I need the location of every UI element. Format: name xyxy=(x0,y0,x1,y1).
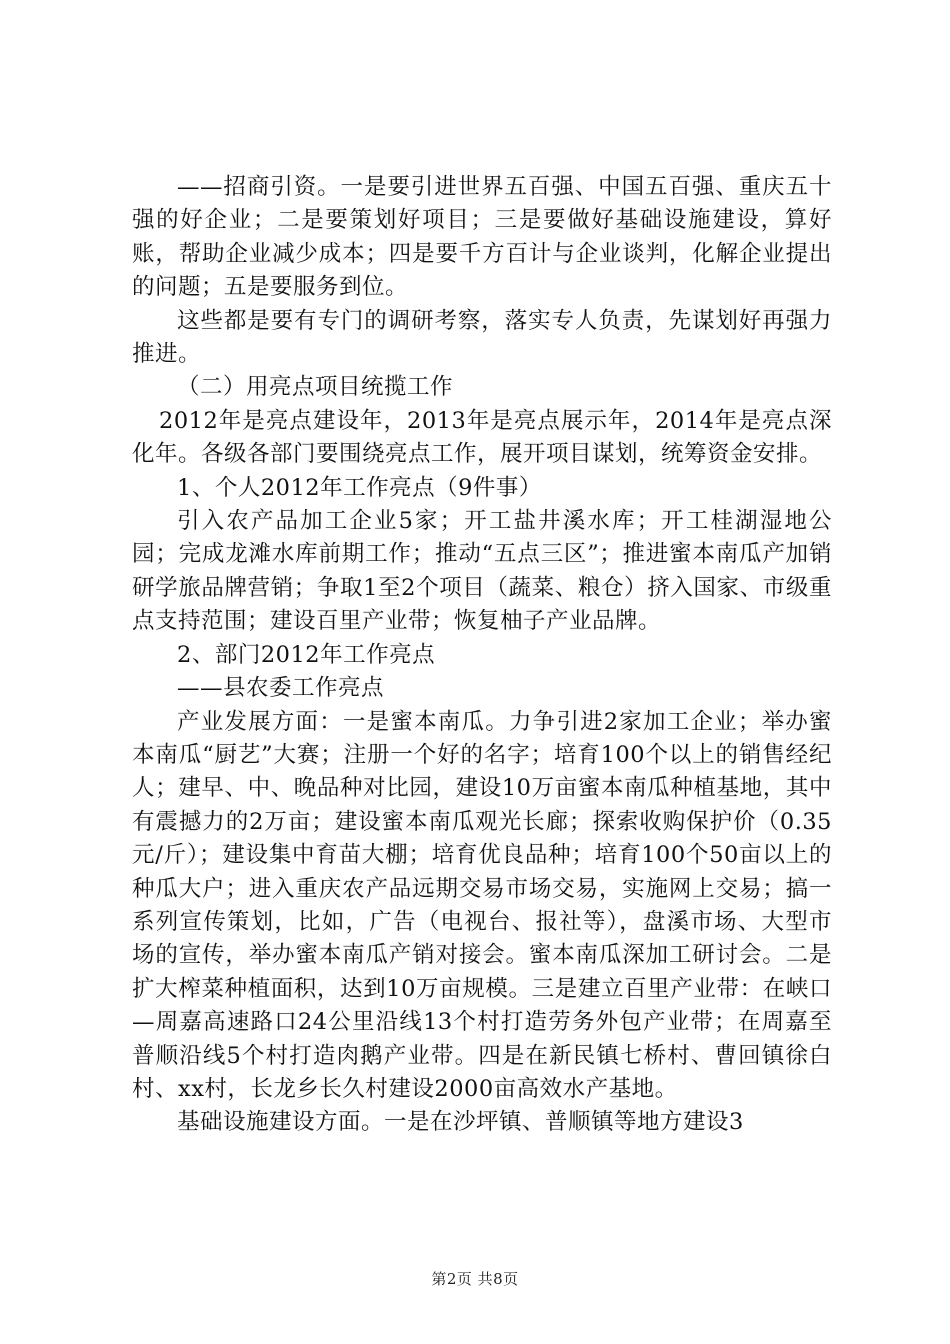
section-heading-highlight-projects: （二）用亮点项目统揽工作 xyxy=(177,374,454,401)
document-body xyxy=(132,171,832,1140)
paragraph-personal-highlights: 引入农产品加工企业5家；开工盐井溪水库；开工桂湖湿地公园；完成龙滩水库前期工作；推动“五点三区”；推进蜜本南瓜产加销研学旅品牌营销；争取1至2个项目（蔬菜、粮仓）挤入国家、市级重点支持范围；建设百里产业带；恢复柚子产业品牌。 xyxy=(132,508,832,635)
page-number-footer: 第2页 共8页 xyxy=(431,1270,519,1288)
paragraph-research-plan: 这些都是要有专门的调研考察，落实专人负责，先谋划好再强力推进。 xyxy=(132,307,832,368)
paragraph-highlight-years: 2012年是亮点建设年，2013年是亮点展示年，2014年是亮点深化年。各级各部门要围绕亮点工作，展开项目谋划，统筹资金安排。 xyxy=(132,407,832,468)
paragraph-infrastructure: 基础设施建设方面。一是在沙坪镇、普顺镇等地方建设3 xyxy=(177,1109,744,1136)
paragraph-industry-development: 产业发展方面：一是蜜本南瓜。力争引进2家加工企业；举办蜜本南瓜“厨艺”大赛；注册一个好的名字；培育100个以上的销售经纪人；建早、中、晚品种对比园，建设10万亩蜜本南瓜种植基地，其中有震撼力的2万亩；建设蜜本南瓜观光长廊；探索收购保护价（0.35元/斤）；建设集中育苗大棚；培育优良品种；培育100个50亩以上的种瓜大户；进入重庆农产品远期交易市场交易，实施网上交易；搞一系列宣传策划，比如，广告（电视台、报社等），盘溪市场、大型市场的宣传，举办蜜本南瓜产销对接会。蜜本南瓜深加工研讨会。二是扩大榨菜种植面积，达到10万亩规模。三是建立百里产业带：在峡口—周嘉高速路口24公里沿线13个村打造劳务外包产业带；在周嘉至普顺沿线5个村打造肉鹅产业带。四是在新民镇七桥村、曹回镇徐白村、xx村，长龙乡长久村建设2000亩高效水产基地。 xyxy=(132,708,832,1102)
subheading-personal-highlights: 1、个人2012年工作亮点（9件事） xyxy=(177,474,542,501)
subheading-agriculture-committee: ——县农委工作亮点 xyxy=(177,675,385,702)
subheading-department-highlights: 2、部门2012年工作亮点 xyxy=(177,641,436,668)
paragraph-investment-attraction: ——招商引资。一是要引进世界五百强、中国五百强、重庆五十强的好企业；二是要策划好项目；三是要做好基础设施建设，算好账，帮助企业减少成本；四是要千方百计与企业谈判，化解企业提出的问题；五是要服务到位。 xyxy=(132,174,832,301)
